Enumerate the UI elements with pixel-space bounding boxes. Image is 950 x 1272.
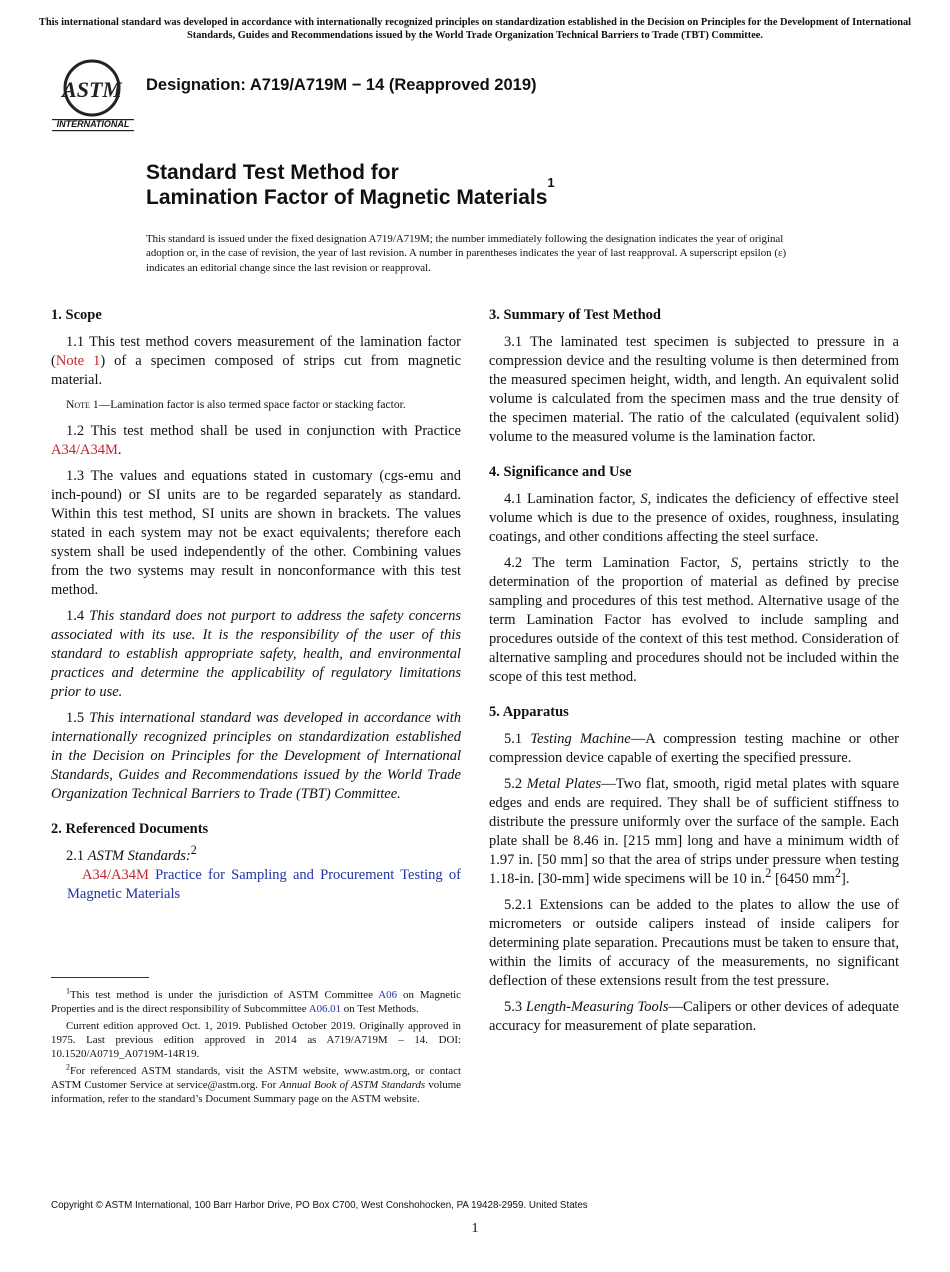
svg-text:ASTM: ASTM (62, 77, 122, 102)
footnotes (51, 988, 461, 1109)
preamble: This standard is issued under the fixed designation A719/A719M; the number immediately following the designation indicates the year of original adoption or, in the case of revision, the year of last revision. A number in parentheses indicates the year of last reapproval. A superscript epsilon (ε) indicates an editorial change since the last revision or reapproval. (146, 233, 787, 274)
section-1-heading: 1. Scope (51, 307, 102, 323)
right-column (489, 306, 899, 1043)
footnote-divider (51, 977, 149, 978)
footnote-1: $^1$This test method is under the jurisdiction of ASTM Committee A06 on Magnetic Properties and is the direct responsibility of Subcommittee A06.01 on Test Methods. (51, 986, 461, 1015)
reference-a34 (51, 866, 461, 904)
para-4-2: 4.2 The term Lamination Factor, S, pertains strictly to the determination of the proportion of material as defined by precise sampling and procedures of this test method. Alternative usage of the term Lamination Factor has evolved to include sampling and procedures outside of the context of this test method. Consideration of alternative sampling and procedures should not be included within the scope of this test method. (489, 555, 899, 685)
document-title (146, 160, 555, 210)
para-3-1: 3.1 The laminated test specimen is subjected to pressure in a compression device and the resulting volume is then determined from the measured specimen height, width, and length. An equivalent solid volume is calculated from the specimen mass and the true density of the specimen material. The ratio of the calculated (equivalent solid) volume to the measured volume is the lamination factor. (489, 334, 899, 445)
para-5-2-1: 5.2.1 Extensions can be added to the plates to allow the use of micrometers or outside calipers instead of inside calipers for determining plate separation. Precautions must be taken to ensure that, within the limits of accuracy of the measurements, no significant deflection of these extensions result from the test pressure. (489, 897, 899, 989)
para-5-3: 5.3 Length-Measuring Tools—Calipers or other devices of adequate accuracy for measurement of plate separation. (489, 999, 899, 1034)
section-4-heading: 4. Significance and Use (489, 464, 632, 480)
left-column (51, 306, 461, 911)
ref-a34-code-link[interactable]: A34/A34M (82, 867, 149, 883)
note-1-link[interactable]: Note 1 (55, 353, 101, 369)
astm-logo (52, 58, 134, 132)
title-footnote-mark[interactable]: 1 (547, 175, 555, 190)
section-2-heading: 2. Referenced Documents (51, 821, 209, 837)
section-3-heading: 3. Summary of Test Method (489, 307, 661, 323)
copyright: Copyright © ASTM International, 100 Barr Harbor Drive, PO Box C700, West Conshohocken, PA 19428-2959. United States (51, 1200, 588, 1211)
title-line-1: Standard Test Method for (146, 161, 399, 184)
footnote-1-edition: Current edition approved Oct. 1, 2019. Published October 2019. Originally approved in 1975. Last previous edition approved in 2014 as A719/A719M – 14. DOI: 10.1520/A0719_A0719M-14R19. (51, 1020, 461, 1060)
ref-a34-title-link[interactable]: Practice for Sampling and Procurement Testing of Magnetic Materials (67, 867, 461, 902)
note-1: Note 1—Lamination factor is also termed space factor or stacking factor. (66, 398, 406, 411)
para-5-2: 5.2 Metal Plates—Two flat, smooth, rigid metal plates with square edges and ends are required. They shall be of sufficient stiffness to distribute the pressure uniformly over the surface of the sample. Each plate shall be 8.46 in. [215 mm] long and have a minimum width of 1.97 in. [50 mm] so that the area of strips under pressure when testing 1.18-in. [30-mm] wide specimens will be 10 in.$^2$ [6450 $mm^2$]. (489, 776, 900, 887)
title-line-2-text: Lamination Factor of Magnetic Materials (146, 186, 548, 209)
footnote-2-mark[interactable]: 2 (190, 843, 197, 858)
title-line-2 (146, 175, 555, 210)
a06-01-link[interactable]: A06.01 (308, 1003, 342, 1015)
para-1-4: 1.4 This standard does not purport to address the safety concerns associated with its use. It is the responsibility of the user of this standard to establish appropriate safety, health, and environmental practices and determine the applicability of regulatory limitations prior to use. (51, 608, 461, 700)
a06-link[interactable]: A06 (378, 989, 398, 1001)
para-1-3: 1.3 The values and equations stated in customary (cgs-emu and inch-pound) or SI units are to be regarded separately as standard. Within this test method, SI units are shown in brackets. The values stated in each system may not be exact equivalents; therefore each system shall be used independently of the other. Combining values from the two systems may result in nonconformance with this test method. (51, 468, 461, 598)
para-1-5: 1.5 This international standard was developed in accordance with internationally recognized principles on standardization established in the Decision on Principles for the Development of International Standards, Guides and Recommendations issued by the World Trade Organization Technical Barriers to Trade (TBT) Committee. (51, 710, 461, 802)
section-5-heading: 5. Apparatus (489, 704, 569, 720)
designation: Designation: A719/A719M − 14 (Reapproved 2019) (146, 76, 537, 94)
para-1-1: 1.1 This test method covers measurement of the lamination factor (Note 1) of a specimen composed of strips cut from magnetic material. (51, 334, 462, 388)
page-number: 1 (471, 1221, 479, 1236)
para-4-1: 4.1 Lamination factor, S, indicates the deficiency of effective steel volume which is due to the presence of oxides, roughness, insulating coatings, and other conditions affecting the steel surface. (489, 491, 899, 545)
a34-link[interactable]: A34/A34M (51, 442, 118, 458)
para-1-2: 1.2 This test method shall be used in conjunction with Practice A34/A34M. (51, 423, 461, 458)
para-5-1: 5.1 Testing Machine—A compression testing machine or other compression device capable of exerting the specified pressure. (489, 731, 899, 766)
top-notice: This international standard was developed in accordance with internationally recognized principles on standardization established in the Decision on Principles for the Development of International Standards, Guides and Recommendations issued by the World Trade Organization Technical Barriers to Trade (TBT) Committee. (38, 17, 912, 41)
footnote-2: $^2$For referenced ASTM standards, visit the ASTM website, www.astm.org, or contact ASTM Customer Service at service@astm.org. For Annual Book of ASTM Standards volume information, refer to the standard’s Document Summary page on the ASTM website. (51, 1062, 461, 1105)
para-2-1: 2.1 ASTM Standards:$^2$ (66, 843, 197, 864)
logo-subtext: INTERNATIONAL (56, 119, 130, 129)
